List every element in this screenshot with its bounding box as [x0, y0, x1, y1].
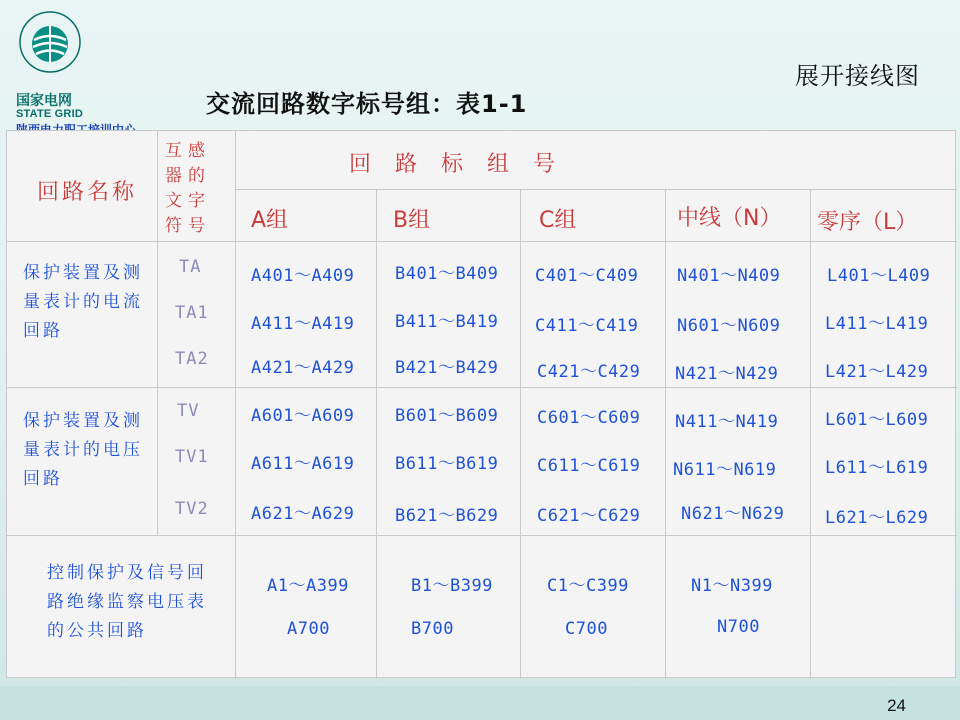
- table-cell: A611～A619: [251, 454, 355, 474]
- grid-line: [665, 189, 666, 679]
- table-cell: L611～L619: [825, 458, 929, 478]
- table-cell: N611～N619: [673, 460, 777, 480]
- grid-line: [520, 189, 521, 679]
- state-grid-emblem-icon: [18, 10, 82, 74]
- table-cell: B1～B399: [411, 576, 493, 596]
- symbol-tv1: TV1: [175, 447, 209, 467]
- column-header-category: 回路名称: [37, 180, 138, 205]
- table-cell: N621～N629: [681, 504, 785, 524]
- table-cell: N601～N609: [677, 316, 781, 336]
- subheader-b: B组: [393, 208, 431, 233]
- table-cell: C700: [565, 619, 608, 639]
- subheader-a: A组: [251, 208, 289, 233]
- table-cell: A401～A409: [251, 266, 355, 286]
- table-cell: C421～C429: [537, 362, 641, 382]
- table-cell: L421～L429: [825, 362, 929, 382]
- table-cell: C411～C419: [535, 316, 639, 336]
- table-cell: C1～C399: [547, 576, 629, 596]
- logo-name-cn: 国家电网: [16, 93, 72, 109]
- grid-line: [7, 387, 957, 388]
- table-cell: N401～N409: [677, 266, 781, 286]
- grid-line: [7, 241, 957, 242]
- symbol-tv2: TV2: [175, 499, 209, 519]
- table-cell: C401～C409: [535, 266, 639, 286]
- subheader-n: 中线（N）: [677, 206, 782, 231]
- subheader-l: 零序（L）: [817, 210, 918, 235]
- table-cell: C621～C629: [537, 506, 641, 526]
- grid-line: [376, 189, 377, 679]
- table-cell: B601～B609: [395, 406, 499, 426]
- category-voltage-circuit: 保护装置及测量表计的电压回路: [23, 411, 143, 489]
- table-cell: A700: [287, 619, 330, 639]
- top-right-title: 展开接线图: [795, 62, 920, 90]
- table-cell: A601～A609: [251, 406, 355, 426]
- table-cell: B700: [411, 619, 454, 639]
- table-cell: A1～A399: [267, 576, 349, 596]
- table-cell: C601～C609: [537, 408, 641, 428]
- grid-line: [810, 189, 811, 679]
- grid-line: [7, 535, 957, 536]
- table-cell: A421～A429: [251, 358, 355, 378]
- footer-bar: [0, 686, 960, 720]
- symbol-ta1: TA1: [175, 303, 209, 323]
- table-cell: L411～L419: [825, 314, 929, 334]
- table-cell: L401～L409: [827, 266, 931, 286]
- symbol-tv: TV: [177, 401, 200, 421]
- table-cell: L601～L609: [825, 410, 929, 430]
- category-control-signal-circuit: 控制保护及信号回路绝缘监察电压表的公共回路: [47, 563, 207, 641]
- grid-line: [235, 189, 957, 190]
- slide-title: 交流回路数字标号组：表1-1: [206, 90, 528, 118]
- table-cell: B611～B619: [395, 454, 499, 474]
- logo-name-en: STATE GRID: [16, 108, 83, 120]
- page-number: 24: [887, 696, 906, 715]
- state-grid-logo: [10, 10, 210, 130]
- symbol-ta2: TA2: [175, 349, 209, 369]
- table-cell: C611～C619: [537, 456, 641, 476]
- group-header: 回路标组号: [349, 152, 580, 177]
- table-cell: N1～N399: [691, 576, 773, 596]
- grid-line: [235, 131, 236, 679]
- table-cell: N411～N419: [675, 412, 779, 432]
- table-cell: B411～B419: [395, 312, 499, 332]
- circuit-number-table: [6, 130, 956, 678]
- table-cell: A411～A419: [251, 314, 355, 334]
- grid-line: [157, 131, 158, 535]
- table-cell: B621～B629: [395, 506, 499, 526]
- table-cell: B421～B429: [395, 358, 499, 378]
- subheader-c: C组: [539, 208, 577, 233]
- symbol-ta: TA: [179, 257, 202, 277]
- table-cell: L621～L629: [825, 508, 929, 528]
- table-cell: N421～N429: [675, 364, 779, 384]
- column-header-symbol: 互感器的文字符号: [165, 141, 211, 236]
- table-cell: N700: [717, 617, 760, 637]
- table-cell: B401～B409: [395, 264, 499, 284]
- category-current-circuit: 保护装置及测量表计的电流回路: [23, 263, 143, 341]
- table-cell: A621～A629: [251, 504, 355, 524]
